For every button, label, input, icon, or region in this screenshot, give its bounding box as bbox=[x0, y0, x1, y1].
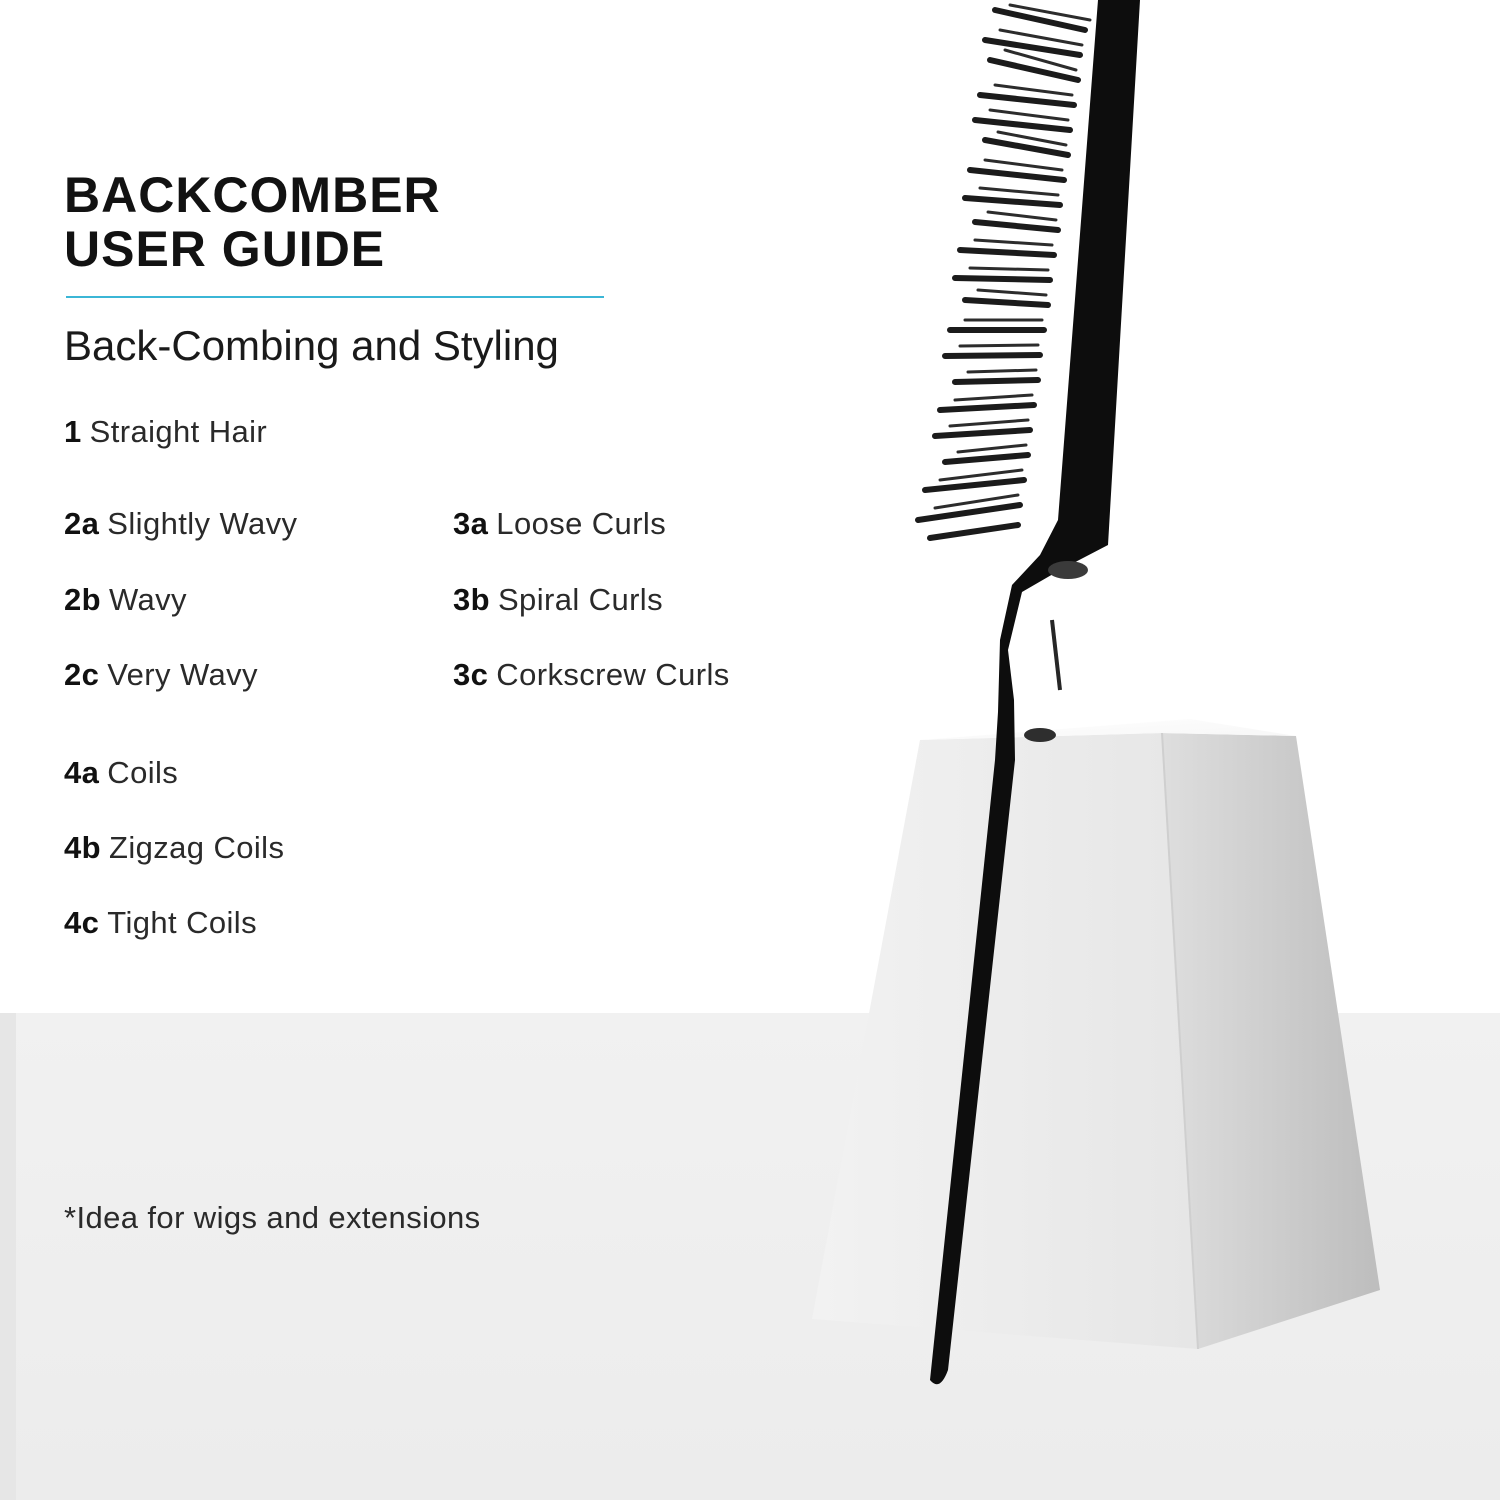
hair-type-code: 2a bbox=[64, 506, 100, 541]
hair-type-code: 4a bbox=[64, 755, 100, 790]
hair-type-label: Straight Hair bbox=[89, 414, 268, 449]
hair-type-label: Very Wavy bbox=[107, 657, 258, 692]
hair-type-item bbox=[64, 905, 257, 941]
hair-type-code: 3b bbox=[453, 582, 490, 617]
footnote: *Idea for wigs and extensions bbox=[64, 1200, 481, 1235]
hair-type-item bbox=[453, 506, 666, 542]
hair-type-label: Zigzag Coils bbox=[108, 830, 285, 865]
hair-type-code: 2c bbox=[64, 657, 100, 692]
hair-type-item bbox=[64, 755, 178, 791]
hair-type-item bbox=[64, 830, 284, 866]
hair-type-item bbox=[453, 582, 663, 618]
hair-type-label: Wavy bbox=[108, 582, 187, 617]
hair-type-code: 3a bbox=[453, 506, 489, 541]
hair-type-code: 4c bbox=[64, 905, 100, 940]
hair-type-code: 4b bbox=[64, 830, 101, 865]
hair-type-label: Corkscrew Curls bbox=[496, 657, 730, 692]
hair-type-label: Spiral Curls bbox=[497, 582, 663, 617]
hair-type-label: Loose Curls bbox=[496, 506, 667, 541]
hair-type-item bbox=[64, 582, 187, 618]
hair-type-item bbox=[64, 414, 267, 450]
hair-type-item bbox=[64, 506, 297, 542]
accent-divider bbox=[66, 296, 604, 298]
hair-type-label: Slightly Wavy bbox=[107, 506, 298, 541]
hair-type-label: Tight Coils bbox=[107, 905, 257, 940]
guide-title bbox=[64, 168, 441, 276]
title-line-1: BACKCOMBER bbox=[64, 167, 441, 223]
guide-subtitle: Back-Combing and Styling bbox=[64, 322, 559, 369]
hair-type-code: 3c bbox=[453, 657, 489, 692]
title-line-2: USER GUIDE bbox=[64, 221, 386, 277]
hair-type-label: Coils bbox=[107, 755, 179, 790]
hair-type-code: 2b bbox=[64, 582, 101, 617]
hair-type-code: 1 bbox=[64, 414, 82, 449]
display-stand bbox=[812, 719, 1380, 1349]
hair-type-item bbox=[453, 657, 730, 693]
hair-type-item bbox=[64, 657, 258, 693]
